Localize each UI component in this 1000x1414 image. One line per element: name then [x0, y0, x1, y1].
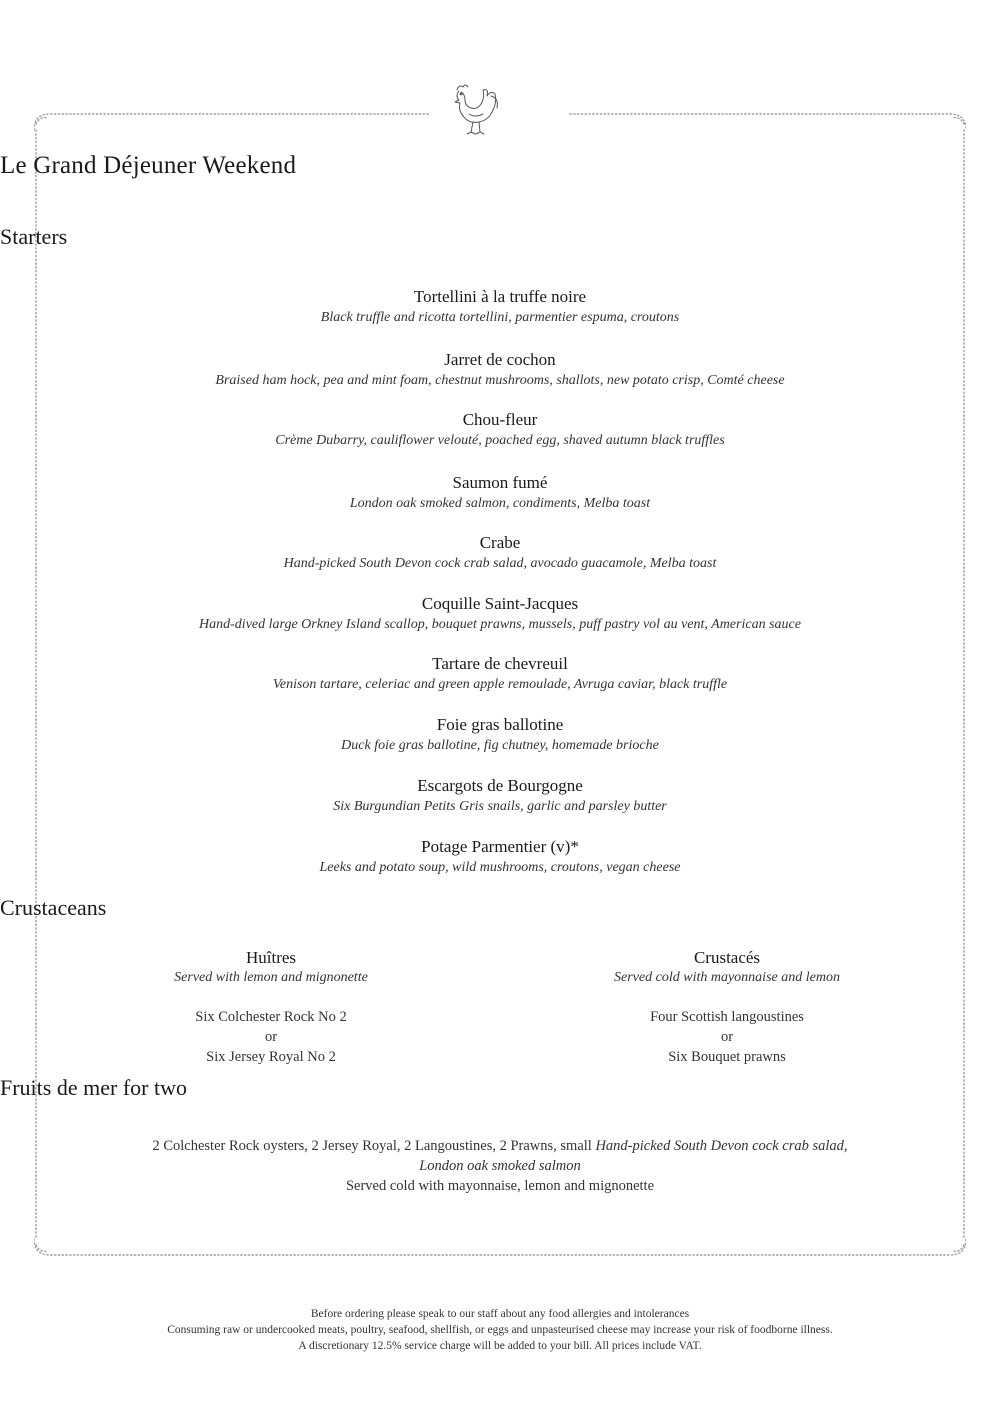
- dish-description: Crème Dubarry, cauliflower velouté, poached egg, shaved autumn black truffles: [275, 433, 725, 448]
- footer-raw-food-warning: Consuming raw or undercooked meats, poultry, seafood, shellfish, or eggs and unpasteurised cheese may increase your risk of foodborne illness.: [167, 1324, 833, 1336]
- menu-item: [0, 775, 1000, 817]
- section-heading-crustaceans: Crustaceans: [0, 895, 107, 920]
- fruits-de-mer-line-3: Served cold with mayonnaise, lemon and mignonette: [345, 1178, 655, 1194]
- dish-description: Braised ham hock, pea and mint foam, chestnut mushrooms, shallots, new potato crisp, Comté cheese: [215, 373, 785, 388]
- menu-item: [0, 286, 1000, 328]
- crustaces-option-1: Four Scottish langoustines: [650, 1009, 804, 1025]
- dish-description: Leeks and potato soup, wild mushrooms, croutons, vegan cheese: [319, 860, 681, 875]
- rooster-icon: [447, 80, 503, 138]
- fruits-de-mer-description: [0, 1136, 1000, 1196]
- huitres-title: Huîtres: [245, 948, 297, 967]
- section-heading-fruits-de-mer: Fruits de mer for two: [0, 1075, 187, 1100]
- dish-name: Escargots de Bourgogne: [417, 776, 583, 795]
- menu-item: [0, 653, 1000, 695]
- fruits-de-mer-line-1-italic: Hand-picked South Devon cock crab salad,: [595, 1138, 848, 1154]
- menu-item: [0, 593, 1000, 635]
- dish-name: Foie gras ballotine: [436, 715, 564, 734]
- footer-allergy-note: Before ordering please speak to our staff about any food allergies and intolerances: [310, 1308, 690, 1320]
- fruits-de-mer-line-1-plain: 2 Colchester Rock oysters, 2 Jersey Royal, 2 Langoustines, 2 Prawns, small: [152, 1138, 596, 1154]
- page-title: Le Grand Déjeuner Weekend: [0, 152, 297, 179]
- menu-item: [0, 349, 1000, 391]
- footer-service-charge-note: A discretionary 12.5% service charge will be added to your bill. All prices include VAT.: [298, 1340, 702, 1352]
- footer-notice: [0, 1306, 1000, 1354]
- huitres-description: Served with lemon and mignonette: [174, 970, 368, 985]
- dish-description: Six Burgundian Petits Gris snails, garlic and parsley butter: [333, 799, 667, 814]
- crustaces-title: Crustacés: [693, 948, 761, 967]
- huitres-option-1: Six Colchester Rock No 2: [195, 1009, 347, 1025]
- dish-description: Hand-dived large Orkney Island scallop, bouquet prawns, mussels, puff pastry vol au vent, American sauce: [199, 617, 801, 632]
- dish-name: Coquille Saint-Jacques: [421, 594, 579, 613]
- menu-item: [0, 836, 1000, 878]
- section-heading-starters: Starters: [0, 224, 68, 249]
- menu-item: [0, 409, 1000, 451]
- huitres-or: or: [264, 1029, 278, 1045]
- fruits-de-mer-line-2: London oak smoked salmon: [419, 1158, 581, 1174]
- crustaces-option-2: Six Bouquet prawns: [668, 1049, 786, 1065]
- dish-name: Saumon fumé: [452, 473, 548, 492]
- crustaces-or: or: [720, 1029, 734, 1045]
- dish-description: Duck foie gras ballotine, fig chutney, homemade brioche: [341, 738, 659, 753]
- crustaces-column: [517, 947, 937, 1067]
- menu-item: [0, 472, 1000, 514]
- dish-name: Jarret de cochon: [444, 350, 556, 369]
- menu-item: [0, 714, 1000, 756]
- dish-name: Potage Parmentier (v)*: [421, 837, 579, 856]
- dish-description: Hand-picked South Devon cock crab salad, avocado guacamole, Melba toast: [283, 556, 717, 571]
- huitres-option-2: Six Jersey Royal No 2: [206, 1049, 336, 1065]
- dish-name: Chou-fleur: [462, 410, 538, 429]
- huitres-column: [61, 947, 481, 1067]
- crustaces-description: Served cold with mayonnaise and lemon: [614, 970, 840, 985]
- fruits-de-mer-line-1: [0, 1136, 1000, 1156]
- dish-name: Tortellini à la truffe noire: [413, 287, 587, 306]
- dish-description: London oak smoked salmon, condiments, Melba toast: [349, 496, 651, 511]
- dish-name: Crabe: [479, 533, 521, 552]
- dish-description: Black truffle and ricotta tortellini, parmentier espuma, croutons: [320, 310, 680, 325]
- menu-item: [0, 532, 1000, 574]
- dish-description: Venison tartare, celeriac and green apple remoulade, Avruga caviar, black truffle: [272, 677, 728, 692]
- dish-name: Tartare de chevreuil: [432, 654, 568, 673]
